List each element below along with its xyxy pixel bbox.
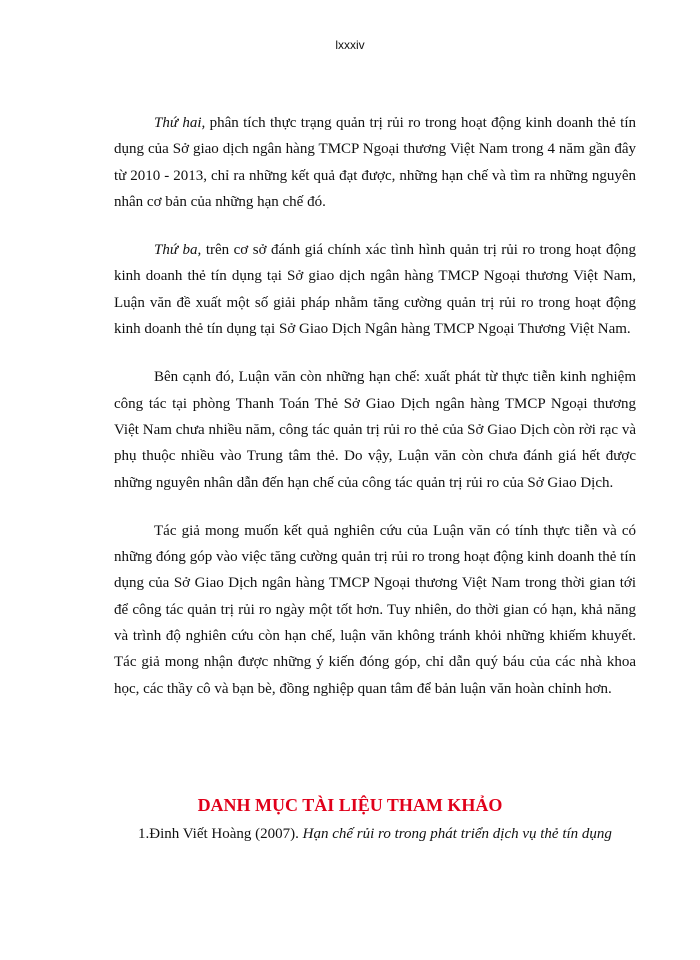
paragraph-conclusion <box>114 518 636 702</box>
paragraph-text: phân tích thực trạng quản trị rủi ro trong hoạt động kinh doanh thẻ tín dụng của Sở giao dịch ngân hàng TMCP Ngoại thương Việt Nam trong 4 năm gần đây từ 2010 - 2013, chỉ ra những kết quả đạt được, những hạn chế và tìm ra những nguyên nhân cơ bản của những hạn chế đó. <box>114 115 636 210</box>
paragraph-text: Bên cạnh đó, Luận văn còn những hạn chế: xuất phát từ thực tiễn kinh nghiệm công tác tại phòng Thanh Toán Thẻ Sở Giao Dịch ngân hàng TMCP Ngoại thương Việt Nam chưa nhiều năm, công tác quản trị rủi ro thẻ của Sở Giao Dịch còn rời rạc và phụ thuộc nhiều vào Trung tâm thẻ. Do vậy, Luận văn còn chưa đánh giá hết được những nguyên nhân dẫn đến hạn chế của công tác quản trị rủi ro của Sở Giao Dịch. <box>114 369 636 491</box>
reference-title: Hạn chế rủi ro trong phát triển dịch vụ thẻ tín dụng <box>302 826 612 842</box>
paragraph-third-point <box>114 237 636 342</box>
paragraph-limitations <box>114 364 636 495</box>
paragraph-lead: Thứ ba, <box>154 242 202 259</box>
paragraph-second-point <box>114 110 636 215</box>
paragraph-text: Tác giả mong muốn kết quả nghiên cứu của Luận văn có tính thực tiễn và có những đóng góp vào việc tăng cường quản trị rủi ro trong hoạt động kinh doanh thẻ tín dụng của Sở Giao Dịch ngân hàng TMCP Ngoại thương Việt Nam trong thời gian tới để công tác quản trị rủi ro ngày một tốt hơn. Tuy nhiên, do thời gian có hạn, khả năng và trình độ nghiên cứu còn hạn chế, luận văn không tránh khỏi những khiếm khuyết. Tác giả mong nhận được những ý kiến đóng góp, chỉ dẫn quý báu của các nhà khoa học, các thầy cô và bạn bè, đồng nghiệp quan tâm để bản luận văn hoàn chỉnh hơn. <box>114 522 636 697</box>
reference-item <box>138 826 678 843</box>
paragraph-lead: Thứ hai, <box>154 115 206 131</box>
document-body <box>114 110 636 724</box>
references-heading: DANH MỤC TÀI LIỆU THAM KHẢO <box>197 795 503 815</box>
paragraph-text: trên cơ sở đánh giá chính xác tình hình quản trị rủi ro trong hoạt động kinh doanh thẻ tín dụng tại Sở giao dịch ngân hàng TMCP Ngoại thương Việt Nam, Luận văn đề xuất một số giải pháp nhằm tăng cường quản trị rủi ro trong hoạt động kinh doanh thẻ tín dụng tại Sở Giao Dịch Ngân hàng TMCP Ngoại Thương Việt Nam. <box>114 242 636 338</box>
reference-prefix: 1.Đinh Viết Hoàng (2007). <box>138 826 303 842</box>
page-number: lxxxiv <box>335 38 365 52</box>
